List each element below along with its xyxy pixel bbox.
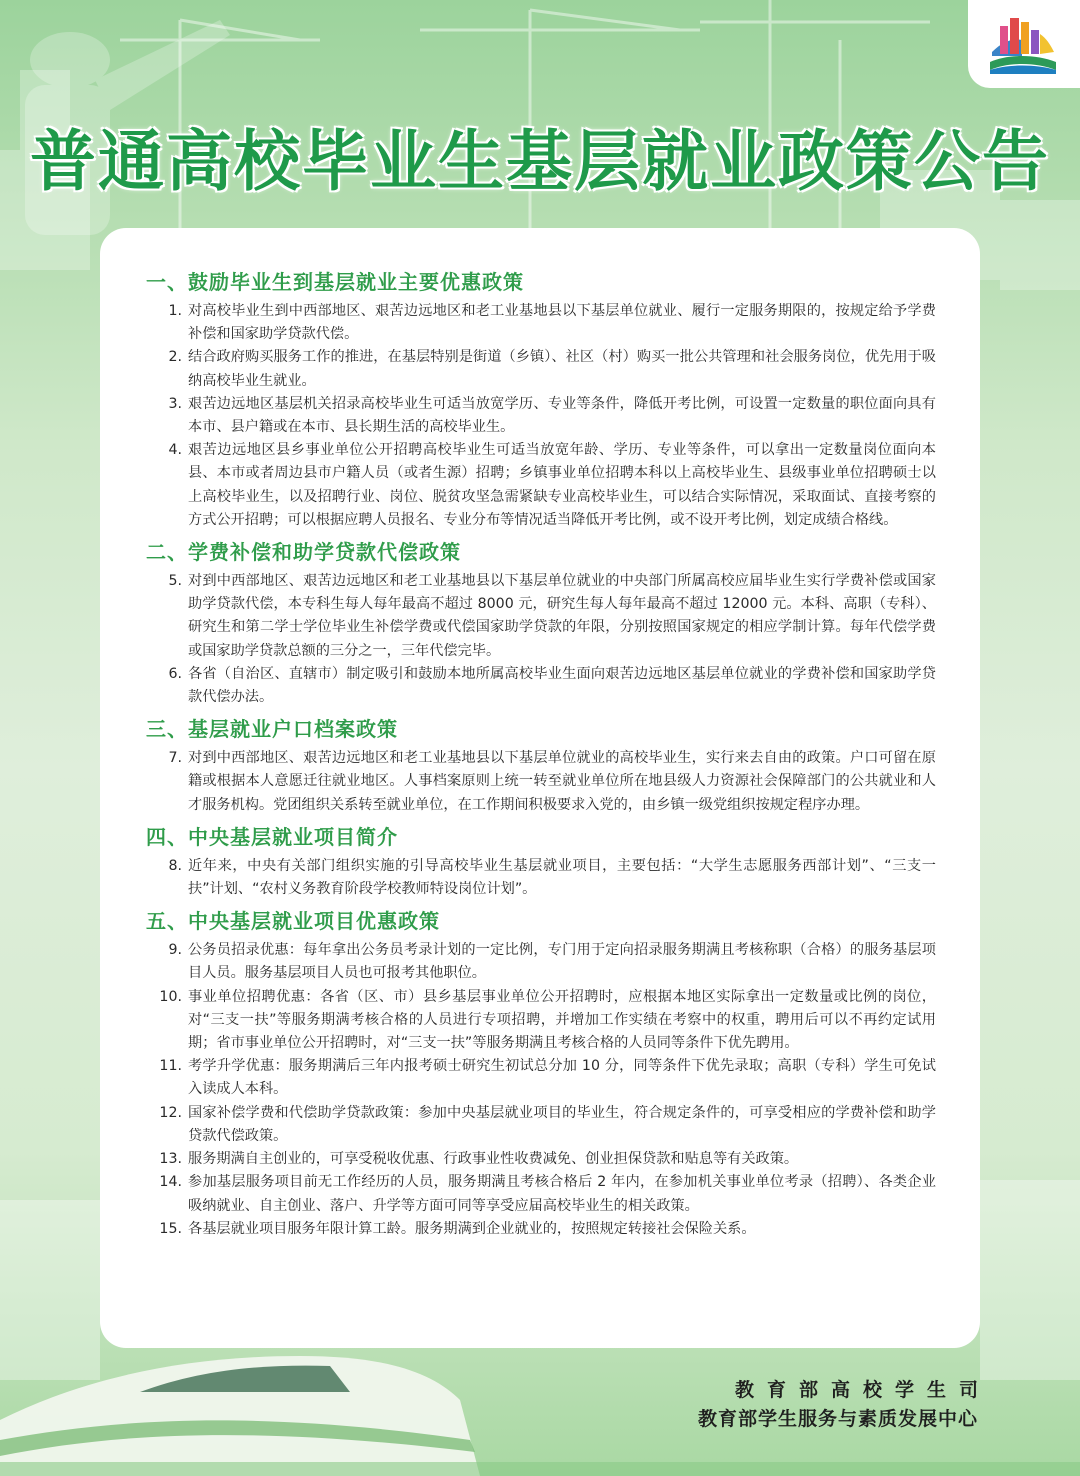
item-text: 结合政府购买服务工作的推进，在基层特别是街道（乡镇）、社区（村）购买一批公共管理和社会服务岗位，优先用于吸纳高校毕业生就业。 — [188, 349, 936, 389]
item-number: 4. — [168, 442, 182, 459]
section-3 — [146, 715, 936, 817]
section-title: 四、中央基层就业项目简介 — [146, 824, 398, 849]
item-text: 服务期满自主创业的，可享受税收优惠、行政事业性收费减免、创业担保贷款和贴息等有关政策。 — [188, 1151, 799, 1168]
item-text: 对到中西部地区、艰苦边远地区和老工业基地县以下基层单位就业的中央部门所属高校应届毕业生实行学费补偿或国家助学贷款代偿，本专科生每人每年最高不超过 8000 元，研究生每人每年最高不超过 12000 元。本科、高职（专科）、研究生和第二学士学位毕业生补偿学费或代偿国家助学贷款的年限，分别按照国家规定的相应学制计算。每年代偿学费或国家助学贷款总额的三分之一，三年代偿完毕。 — [188, 573, 936, 659]
item-number: 2. — [168, 349, 182, 366]
issuer-1: 教育部高校学生司 — [734, 1379, 991, 1401]
list-item — [146, 439, 936, 532]
issuer-2: 教育部学生服务与素质发展中心 — [697, 1408, 978, 1430]
list-item — [146, 1218, 936, 1241]
list-item — [146, 986, 936, 1056]
item-text: 艰苦边远地区县乡事业单位公开招聘高校毕业生可适当放宽年龄、学历、专业等条件，可以拿出一定数量岗位面向本县、本市或者周边县市户籍人员（或者生源）招聘；乡镇事业单位招聘本科以上高校毕业生、县级事业单位招聘硕士以上高校毕业生，以及招聘行业、岗位、脱贫攻坚急需紧缺专业高校毕业生，可以结合实际情况，采取面试、直接考察的方式公开招聘；可以根据应聘人员报名、专业分布等情况适当降低开考比例，或不设开考比例，划定成绩合格线。 — [188, 442, 936, 528]
item-number: 14. — [159, 1174, 182, 1191]
section-title: 二、学费补偿和助学贷款代偿政策 — [146, 540, 461, 565]
item-number: 1. — [168, 303, 182, 319]
section-title: 三、基层就业户口档案政策 — [146, 717, 398, 742]
list-item — [146, 1055, 936, 1101]
list-item — [146, 1171, 936, 1217]
item-number: 7. — [168, 750, 182, 767]
item-number: 15. — [159, 1220, 182, 1237]
list-item — [146, 1102, 936, 1148]
item-text: 参加基层服务项目前无工作经历的人员，服务期满且考核合格后 2 年内，在参加机关事业单位考录（招聘）、各类企业吸纳就业、自主创业、落户、升学等方面可同等享受应届高校毕业生的相关政策。 — [188, 1174, 936, 1214]
section-5 — [146, 907, 936, 1241]
item-text: 考学升学优惠：服务期满后三年内报考硕士研究生初试总分加 10 分，同等条件下优先录取；高职（专科）学生可免试入读成人本科。 — [188, 1058, 936, 1098]
list-item — [146, 570, 936, 663]
item-number: 11. — [159, 1058, 182, 1075]
list-item — [146, 663, 936, 709]
policy-card — [100, 228, 980, 1348]
item-text: 对高校毕业生到中西部地区、艰苦边远地区和老工业基地县以下基层单位就业、履行一定服务期限的，按规定给予学费补偿和国家助学贷款代偿。 — [188, 303, 936, 343]
list-item — [146, 346, 936, 392]
item-text: 近年来，中央有关部门组织实施的引导高校毕业生基层就业项目，主要包括：“大学生志愿服务西部计划”、“三支一扶”计划、“农村义务教育阶段学校教师特设岗位计划”。 — [188, 857, 936, 898]
item-number: 3. — [168, 395, 182, 412]
list-item — [146, 855, 936, 901]
list-item — [146, 939, 936, 985]
section-1 — [146, 268, 936, 532]
item-text: 艰苦边远地区基层机关招录高校毕业生可适当放宽学历、专业等条件，降低开考比例，可设置一定数量的职位面向具有本市、县户籍或在本市、县长期生活的高校毕业生。 — [188, 395, 936, 436]
list-item — [146, 393, 936, 439]
list-item — [146, 747, 936, 817]
list-item — [146, 1148, 936, 1171]
city-buildings-logo-icon — [988, 12, 1058, 76]
item-text: 各基层就业项目服务年限计算工龄。服务期满到企业就业的，按照规定转接社会保险关系。 — [188, 1220, 756, 1237]
item-number: 12. — [159, 1104, 182, 1121]
section-2 — [146, 538, 936, 709]
section-title: 五、中央基层就业项目优惠政策 — [146, 909, 440, 934]
item-number: 6. — [168, 665, 182, 682]
item-number: 9. — [168, 942, 182, 959]
list-item — [146, 300, 936, 346]
item-number: 10. — [159, 988, 182, 1005]
item-text: 国家补偿学费和代偿助学贷款政策：参加中央基层就业项目的毕业生，符合规定条件的，可享受相应的学费补偿和助学贷款代偿政策。 — [188, 1104, 936, 1144]
item-text: 公务员招录优惠：每年拿出公务员考录计划的一定比例，专门用于定向招录服务期满且考核称职（合格）的服务基层项目人员。服务基层项目人员也可报考其他职位。 — [188, 942, 936, 982]
item-text: 对到中西部地区、艰苦边远地区和老工业基地县以下基层单位就业的高校毕业生，实行来去自由的政策。户口可留在原籍或根据本人意愿迁往就业地区。人事档案原则上统一转至就业单位所在地县级人力资源社会保障部门的公共就业和人才服务机构。党团组织关系转至就业单位，在工作期间积极要求入党的，由乡镇一级党组织按规定程序办理。 — [188, 750, 936, 813]
item-number: 13. — [159, 1151, 182, 1168]
item-text: 各省（自治区、直辖市）制定吸引和鼓励本地所属高校毕业生面向艰苦边远地区基层单位就业的学费补偿和国家助学贷款代偿办法。 — [188, 665, 936, 706]
item-text: 事业单位招聘优惠：各省（区、市）县乡基层事业单位公开招聘时，应根据本地区实际拿出一定数量或比例的岗位，对“三支一扶”等服务期满考核合格的人员进行专项招聘，并增加工作实绩在考察中的权重，聘用后可以不再约定试用期；省市事业单位公开招聘时，对“三支一扶”等服务期满且考核合格的人员同等条件下优先聘用。 — [188, 988, 936, 1052]
section-title: 一、鼓励毕业生到基层就业主要优惠政策 — [146, 270, 524, 294]
page-title: 普通高校毕业生基层就业政策公告 — [30, 123, 1050, 200]
logo-badge — [968, 0, 1080, 88]
item-number: 8. — [168, 857, 182, 874]
issuer-block — [697, 1376, 991, 1434]
section-4 — [146, 823, 936, 901]
item-number: 5. — [168, 573, 182, 590]
